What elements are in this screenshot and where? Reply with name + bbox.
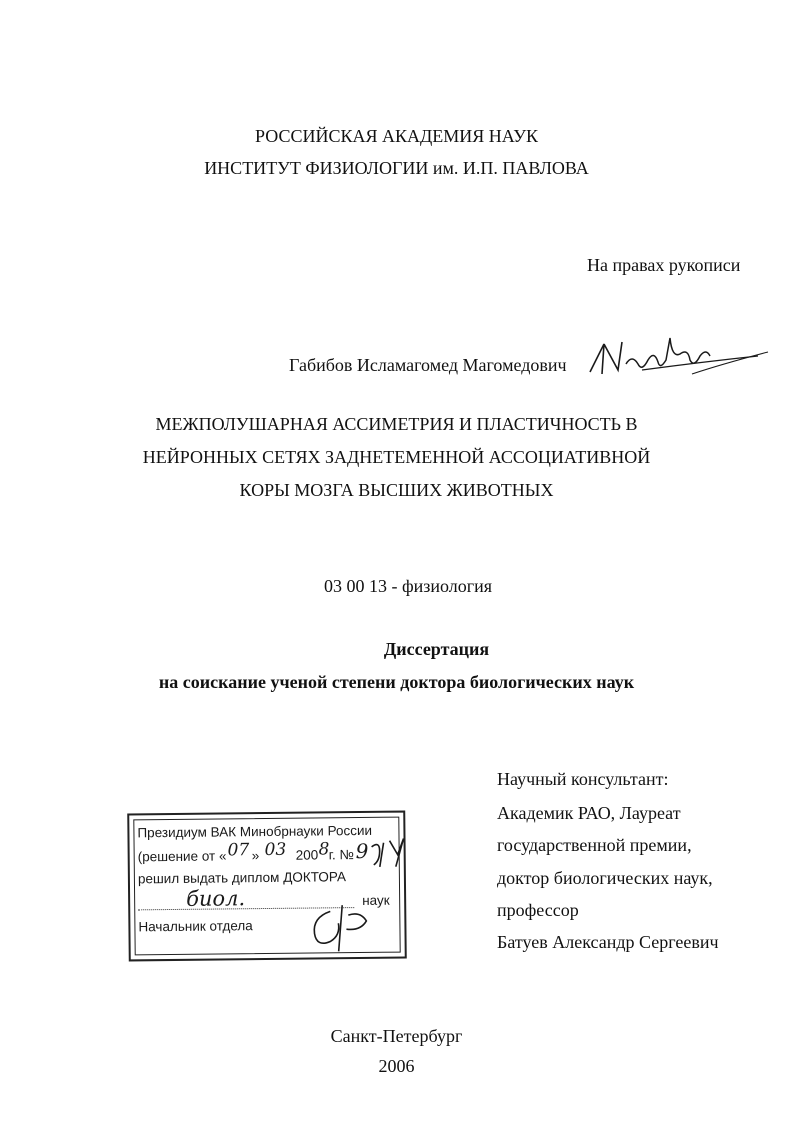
specialty-code: 03 00 13 - физиология — [324, 576, 493, 596]
stamp-decision-prefix: (решение от « — [137, 848, 227, 865]
institute-name: ИНСТИТУТ ФИЗИОЛОГИИ им. И.П. ПАВЛОВА — [204, 158, 589, 178]
degree-description: на соискание ученой степени доктора биологических наук — [158, 672, 635, 692]
stamp-science-suffix: наук — [362, 892, 390, 909]
vak-stamp — [127, 811, 407, 962]
stamp-line-head: Начальник отдела — [138, 918, 253, 935]
stamp-year-prefix: 200 — [295, 847, 319, 863]
degree-title: Диссертация — [383, 639, 490, 659]
footer-city: Санкт-Петербург — [330, 1026, 463, 1046]
stamp-signature — [302, 897, 383, 956]
stamp-science: биол. — [186, 886, 246, 911]
stamp-quote-close: » — [251, 848, 260, 864]
title-line-1: МЕЖПОЛУШАРНАЯ АССИМЕТРИЯ И ПЛАСТИЧНОСТЬ В — [155, 414, 638, 434]
consultant-name: Батуев Александр Сергеевич — [497, 932, 719, 952]
stamp-number-prefix: г. № — [328, 847, 355, 863]
academy-name: РОССИЙСКАЯ АКАДЕМИЯ НАУК — [255, 126, 538, 146]
stamp-year-suffix: 8 — [318, 839, 330, 860]
stamp-day: 07 — [227, 840, 250, 861]
author-name: Габибов Исламагомед Магомедович — [289, 355, 567, 375]
stamp-number: 9 — [355, 838, 369, 864]
stamp-line-diploma: решил выдать диплом ДОКТОРА — [137, 869, 346, 887]
stamp-month: 03 — [264, 839, 287, 861]
consultant-label: Научный консультант: — [497, 769, 669, 789]
author-signature — [582, 334, 772, 384]
consultant-title-4: профессор — [497, 900, 579, 920]
stamp-number-scribble — [367, 836, 411, 868]
title-line-2: НЕЙРОННЫХ СЕТЯХ ЗАДНЕТЕМЕННОЙ АССОЦИАТИВНОЙ — [142, 447, 651, 467]
footer-year: 2006 — [378, 1056, 415, 1076]
consultant-title-3: доктор биологических наук, — [497, 868, 713, 888]
consultant-title-1: Академик РАО, Лауреат — [497, 803, 681, 823]
manuscript-note: На правах рукописи — [587, 255, 741, 275]
stamp-line-presidium: Президиум ВАК Минобрнауки России — [137, 822, 373, 841]
consultant-title-2: государственной премии, — [497, 835, 692, 855]
title-line-3: КОРЫ МОЗГА ВЫСШИХ ЖИВОТНЫХ — [239, 480, 554, 500]
